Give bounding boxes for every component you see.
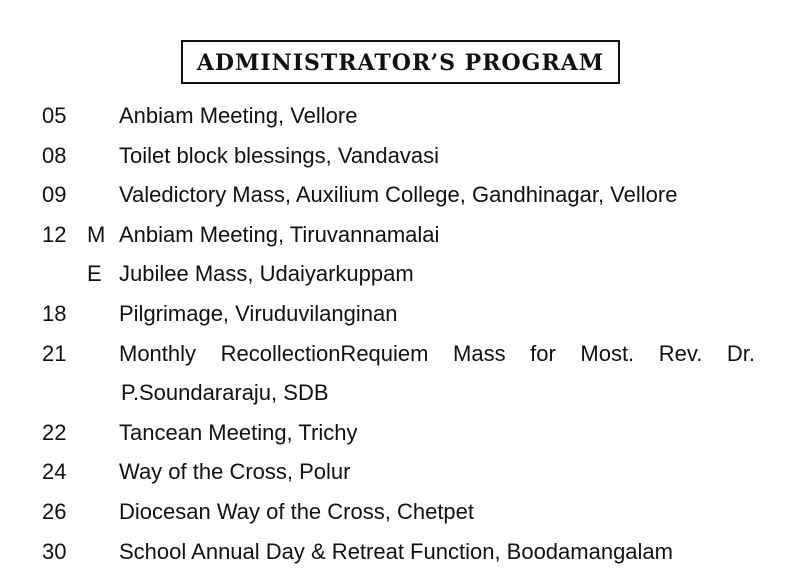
- entry-event: Tancean Meeting, Trichy: [119, 419, 358, 445]
- list-item: [0, 532, 787, 572]
- entry-event: Anbiam Meeting, Tiruvannamalai: [119, 221, 440, 247]
- list-item: [0, 175, 787, 215]
- list-item: [0, 492, 787, 532]
- entry-event: Way of the Cross, Polur: [119, 459, 351, 485]
- list-item: [0, 452, 787, 492]
- page-title: ADMINISTRATOR’S PROGRAM: [181, 40, 620, 84]
- list-item: [0, 254, 787, 294]
- entry-date: 30: [42, 538, 67, 564]
- list-item: [0, 294, 787, 334]
- entry-date: 18: [42, 300, 67, 326]
- entry-date: 24: [42, 459, 67, 485]
- list-item: [0, 334, 787, 374]
- entry-date: 09: [42, 182, 67, 208]
- list-item: [0, 136, 787, 176]
- entry-event-continuation: P.Soundararaju, SDB: [121, 380, 329, 406]
- program-list: [0, 96, 787, 571]
- list-item: [0, 96, 787, 136]
- entry-event: Jubilee Mass, Udaiyarkuppam: [119, 261, 414, 287]
- entry-date: 05: [42, 103, 67, 128]
- entry-event: Toilet block blessings, Vandavasi: [119, 142, 439, 168]
- list-item: [0, 215, 787, 255]
- entry-date: 08: [42, 142, 67, 168]
- entry-session: E: [87, 261, 102, 287]
- entry-session: M: [87, 221, 106, 247]
- entry-event: Valedictory Mass, Auxilium College, Gandhinagar, Vellore: [119, 182, 678, 208]
- entry-event: School Annual Day & Retreat Function, Boodamangalam: [119, 538, 673, 564]
- entry-date: 21: [42, 340, 67, 366]
- entry-date: 26: [42, 498, 67, 524]
- entry-date: 22: [42, 419, 67, 445]
- entry-event: Diocesan Way of the Cross, Chetpet: [119, 498, 475, 524]
- list-item-continuation: [0, 373, 787, 413]
- entry-date: 12: [42, 221, 67, 247]
- entry-event: Monthly RecollectionRequiem Mass for Most. Rev. Dr.: [119, 340, 755, 366]
- entry-event: Pilgrimage, Viruduvilanginan: [119, 300, 398, 326]
- entry-event: Anbiam Meeting, Vellore: [119, 103, 358, 128]
- list-item: [0, 413, 787, 453]
- title-container: [0, 40, 787, 84]
